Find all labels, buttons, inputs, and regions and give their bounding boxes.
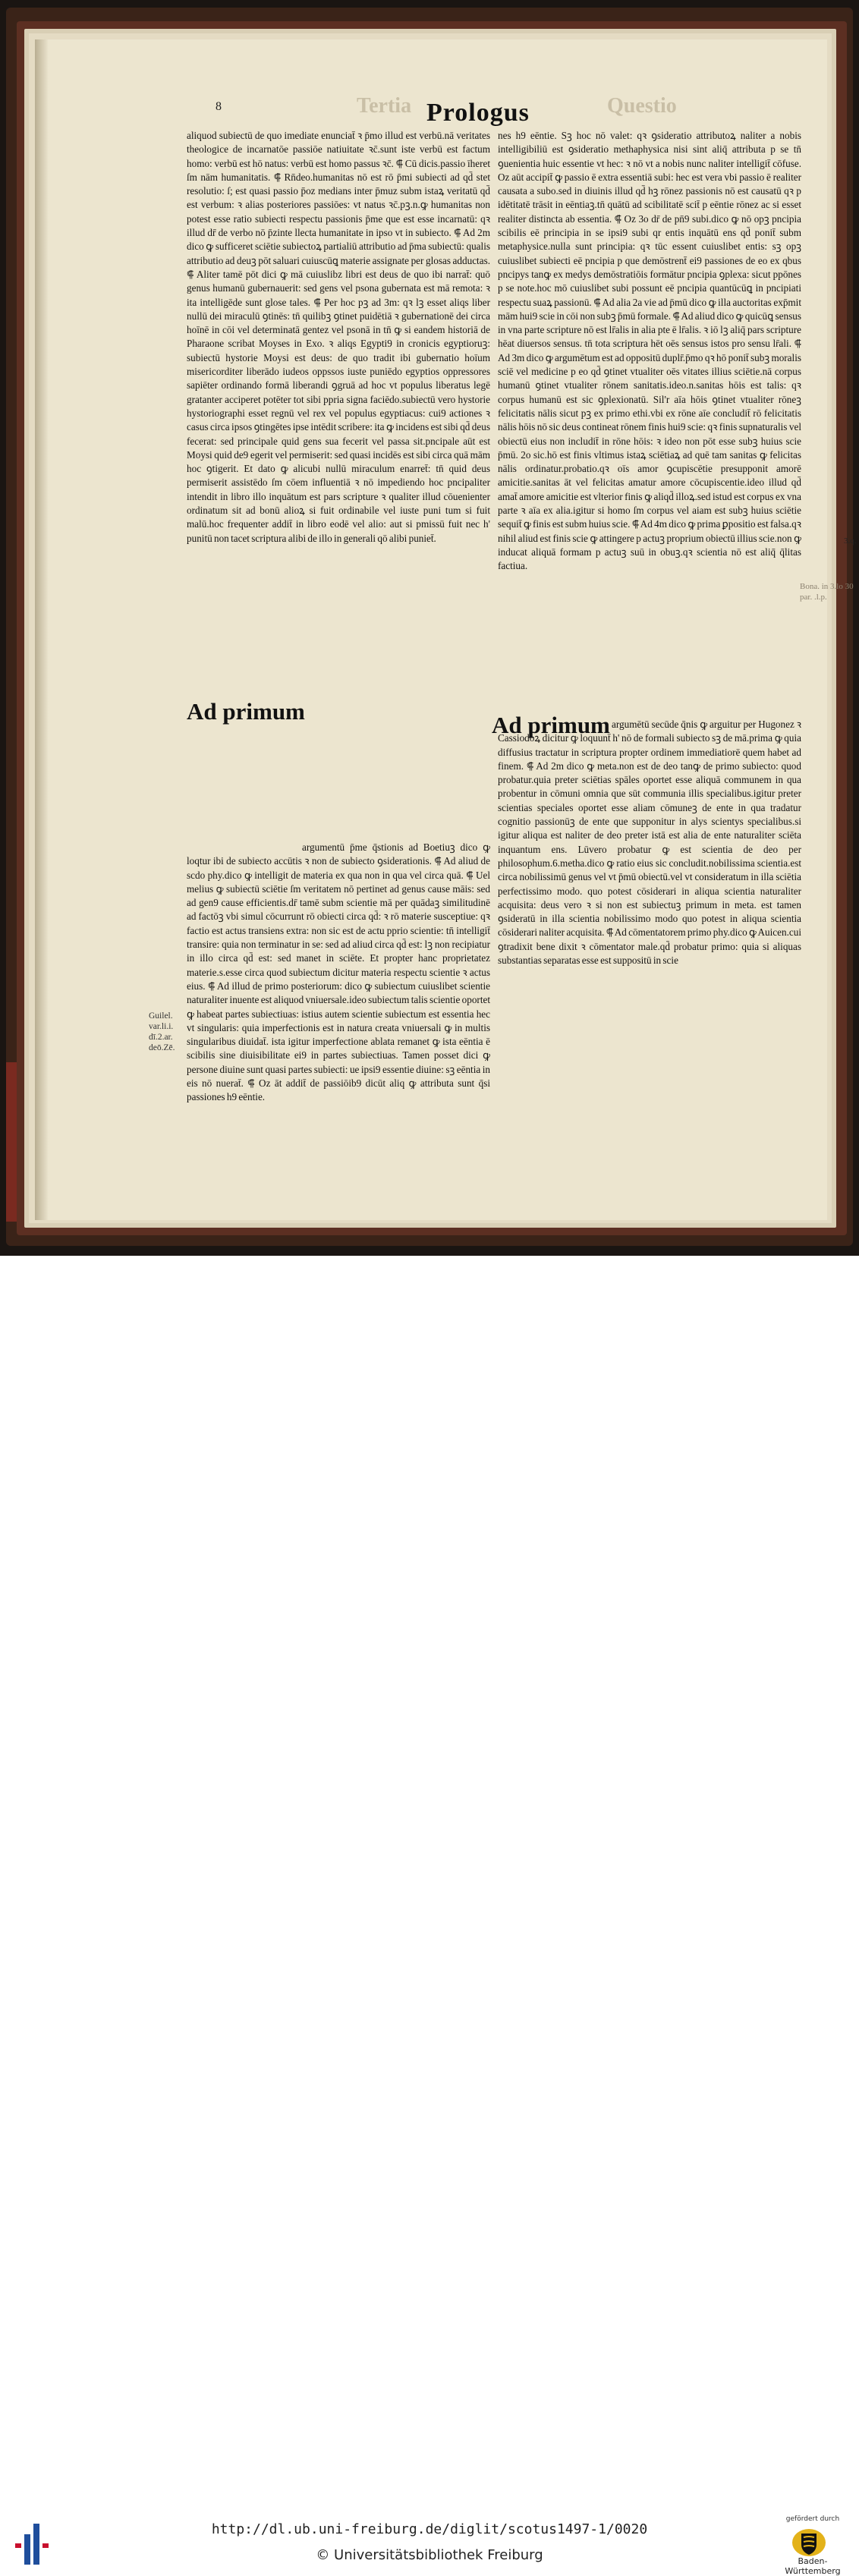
left-column-body: aliquod subiectū de quo imediate enunciat̄ ꝛ p̄mo illud est verbū.nā veritates theologice de incarnatōe passiōe natiuitate ꝛc̄.sunt iste verbū est factum homo: verbū est hō natus: verbū est homo passus ꝛc̄. ⸿ Cū dicis.passio īheret ſm nām humanitatis. ⸿ Rn̄deo.humanitas nō est rō p̄mi subiecti ad qd̄ stet resolutio: ſ; est quasi passio p̄oz medians inter p̄muz subm istaꝝ veritatū qd̄ est verbum: ꝛ alias posteriores passiōes: vt natus ꝛc̄.pꝫ.n.ꝙ humanitas non potest esse ratio subiecti respectu passionis p̄me que est esse incarnatū: qꝛ illud dr̄ de verbo nō p̄zinte llecta humanitate in ipso vt in subiecto. ⸿ Ad 2m dico ꝙ sufficeret sciētie subiectoꝝ partialiū attributio ad p̄ma subiectū: qualis attributio ad deuꝫ pōt saluari cuiuscūꝗ materie assignate per glosas adductas. ⸿ Aliter tamē pōt dici ꝙ mā cuiuslibz libri est deus de quo ibi narrat̄: quō genus humanū gubernauerit: sed gens vel psona gubernata est mā remota: ꝛ ita intelligēde sunt glose tales. ⸿ Per hoc pꝫ ad 3m: qꝛ lꝫ esset aliqs liber nullū dei miraculū ꝯtinēs: tn̄ quilibꝫ ꝯtinet puidētiā ꝛ gubernationē dei circa hoīnē in cōi vel determinatā gentez vel psonā in tn̄ ꝙ si eandem historiā de Pharaone scribat Moyses in Exo. ꝛ aliqs Egypti9 in cronicis egyptioruꝫ: subiectū hystorie Moysi est deus: de quo tradit ibi gubernatio hoīum misericorditer liberādo iudeos oppssos iuste puniēdo egyptios oppressores sapiēter ordinando formā liberandi ꝯgruā ad hoc vt populus liberatus legē gratanter acciperet potēter tot sibi ppria signa faciēdo.subiectū vero hystorie hystoriographi esset regnū vel rex vel populus egyptiacus: cui9 actiones ꝛ casus circa ipsos ꝯtingētes ipse intēdit scribere: ita ꝙ incidens est sibi qd̄ deus fecerat: sed principale quid gens sua fecerit vel passa sit.pncipale aūt est Moysi quid de9 egerit vel permiserit: sed quasi incidēs est sibi circa quā mām hoc ꝯtigerit. Et dato ꝙ alicubi nullū miraculum enarret̄: tn̄ quid deus permiserit assistēdo ſm cōem influentiā ꝛ nō impediendo hoc pncipaliter intendit in libro illo inquātum est pars scripture ꝛ qualiter illud cōuenienter ordinatum sit ad bonū alioꝝ si fuit ordinabile vel iuste puni tum si fuit malū.hoc frequenter addit̄ in libro eodē vel alio: aut si pmissū fuit nec h' punitū non tacet scriptura alibi de illo in generali qō alibi puniet̄. [187,130,490,544]
viewer-footer [0,1256,859,2576]
show-through-heading-left: Tertia [357,94,412,118]
copyright-notice: © Universitätsbibliothek Freiburg [316,2547,543,2563]
initial-ad-primum-right: Ad primum [492,712,610,738]
book-scan [0,0,859,1256]
initial-ad-primum-left: Ad primum [187,698,305,725]
folio-number: 8 [216,100,222,113]
page-gutter [35,39,49,1220]
funder-name: Baden-Württemberg [785,2556,841,2576]
right-margin-show-through: Bona. in 3.lo 30 par. .l.p. [800,582,854,602]
right-column-body-continued: argumētū secūde q̄nis ꝙ arguitur per Hugonez ꝛ Cassiodoꝝ dicitur ꝙ loquunt̄ h' nō de formali subiecto sꝫ de mā.prima ꝙ quia diffusius tractatur in scriptura propter ordinem immediatiorē quem habet ad finem. ⸿ Ad 2m dico ꝙ meta.non est de deo tanꝙ de primo subiecto: quod probatur.quia preter sciētias spāles oportet esse aliquā communem in qua probentur in cōmuni omnia que sūt communia illis specialibus.igitur preter scientias speciales oportet esse aliam cōmuneꝫ de ente in qua tradatur cognitio passionūꝫ de ente que supponitur in alys scientys specialibus.si igitur aliqua est naliter de deo preter istā est alia de ente naturaliter sciēta inquantum ens. Lūvero probatur ꝙ est scientia de deo per philosophum.6.metha.dico ꝙ ratio eius sic concludit.nobilissima scientia.est circa nobilissimū genus vel vt p̄mū obiectū.vel vt consideratum in illa sciētia perfectissimo modo. quo potest cōsiderari in aliqua scientia naturaliter acquisita: deus vero ꝛ si non est subiectuꝫ primum in meta. est tamen ꝯsideratū in illa scientia nobilissimo modo quo potest in aliqua scientia cōsiderari naliter acquisita. ⸿ Ad cōmentatorem primo phy.dico ꝙ Auicen.cui ꝯtradixit bene dixit ꝛ cōmentator male.qd̄ probatur primo: quia si aliquas substantias separatas esse est suppositū in scie [498,719,801,967]
right-edge-note: 3.q. [844,536,857,546]
right-text-column [498,129,801,1035]
baden-wuerttemberg-crest-icon [791,2527,826,2558]
left-text-column [187,129,490,1144]
page-url-link[interactable]: http://dl.ub.uni-freiburg.de/diglit/scotus1497-1/0020 [211,2521,648,2537]
funder-label: gefördert durch [785,2515,840,2523]
red-edge-mark [6,1062,17,1222]
marginal-note: Guilel. var.li.i. dī.2.ar. deō.Zē. [149,1011,175,1052]
right-column-body: nes h9 eēntie. Sꝫ hoc nō valet: qꝛ ꝯsideratio attributoꝝ naliter a nobis intelligibiliū est ꝯsideratio methaphysica nisi sint aliq̄ attributa p se tn̄ ꝯuenientia huic essentie vt hec: ꝛ nō vt a nobis nunc naliter intelligit̄ cōfuse. Oz aūt accipit̄ ꝙ passio ē extra essentiā subi: hec est vera vbi passio ē realiter causata a subo.sed in diuinis illud qd̄ hꝫ rōnez passionis nō est causatū qꝛ p idētitatē trāsit in eēntiaꝫ.tn̄ quātū ad scibilitatē scit̄ p eēntie rōnez ac si esset realiter distincta ab essentia. ⸿ Oz 3o dr̄ de pn̄9 subi.dico ꝙ nō opꝫ pncipia scibilis eē principia in se ipsi9 subi qr entis inquātū ens qd̄ ponit̄ subm metaphysice.nulla sunt principia: qꝛ tūc essent cuiuslibet entis: sꝫ opꝫ cuiuslibet subiecti eē pncipia p que demōstrent̄ ei9 passiones de eo ex qbus pncipys tanꝙ ex medys demōstratiōis formātur pncipia ꝯplexa: sicut ppōnes p se note.hoc mō cuiuslibet subi possunt eē pncipia quantūcūꝗ in pncipiati respectu suaꝝ passionū. ⸿ Ad alia 2a vie ad p̄mū dico ꝙ illa auctoritas exp̄mit mām hui9 scie in cōi non subꝫ p̄mū formale. ⸿ Ad aliud dico ꝙ quicūꝗ sensus in vna parte scripture nō est lr̄alis in alia pte ē lr̄alis. ꝛ iō lꝫ aliq̄ pars scripture hēat diuersos sensus. tn̄ tota scriptura hēt oēs sensus istos pro sensu lr̄ali. ⸿ Ad 3m dico ꝙ argumētum est ad oppositū duplr̄.p̄mo qꝛ hō ponit̄ subꝫ moralis sciē vel medicine p eo qd̄ ꝯtinet vtualiter oēs vitates illius sciētie.nā corpus humanū ꝯtinet vtualiter rōnem sanitatis.ideo.n.sanitas hōis est talis: qꝛ corpus humanū est sic ꝯplexionatū. Sil'r aīa hōis ꝯtinet vtualiter rōneꝫ felicitatis nālis sicut pꝫ ex primo ethi.vbi ex rōne aīe concludit̄ rō felicitatis nālis hōis nō sic deus contineat rōnem finis hui9 scie: qꝛ finis supnaturalis vel obiectū eius non includit̄ in rōne hōis: ꝛ ideo non pōt esse subꝫ huius scie p̄mū. 2o sic.hō est finis vltimus istaꝝ sciētiaꝝ ad quē tam sanitas ꝙ felicitas nālis ordinatur.probatio.qꝛ oīs amor ꝯcupiscētie presupponit amorē amicitie.sanitas āt vel felicitas amatur amore cōcupiscentie.ideo illud qd̄ amat̄ amore amicitie est vlterior finis ꝙ aliqd̄ illoꝝ.sed istud est corpus ex vna parte ꝛ aīa ex alia.igitur si homo ſm corpus vel aiam est subꝫ huius sciētie sequit̄ ꝙ finis est subm huius scie. ⸿ Ad 4m dico ꝙ prima ꝑpositio est falsa.qꝛ nihil aliud est finis scie ꝙ attingere p actuꝫ proprium obiectū illius scie.non ꝙ inducat aliquā formam p actuꝫ suū in obuꝫ.qꝛ scientia nō est aliq̄ q̄litas factiua. [498,130,801,572]
page-title: Prologus [426,99,530,127]
left-column-body-continued: argumentū p̄me q̄stionis ad Boetiuꝫ dico ꝙ loqtur ibi de subiecto accūtis ꝛ non de subiecto ꝯsiderationis. ⸿ Ad aliud de scdo phy.dico ꝙ intelligit de materia ex qua non in qua vel circa quā. ⸿ Uel melius ꝙ subiectū sciētie ſm veritatem nō pertinet ad genus cause māis: sed ad gen9 cause efficientis.dr̄ tamē subm scientie mā per quādaꝫ similitudinē ad factōꝫ vbi simul cōcurrunt rō obiecti circa qd̄: ꝛ rō materie susceptiue: qꝛ factio est actus transiens extra: non sic est de actu pprio scientie: tn̄ intelligit̄ transire: quia non terminatur in se: sed ad aliud circa qd̄ est: lꝫ non recipiatur in illo circa qd̄ est: sed manet in sciēte. Et propter hanc proprietatez materie.s.esse circa quod subiectum dicitur materia respectu scientie ꝛ actus eius. ⸿ Ad illud de primo posteriorum: dico ꝙ subiectum cuiuslibet scientie naturaliter inuente est aliquod vniuersale.ideo subiectum talis scientie oportet ꝙ habeat partes subiectiuas: istius autem scientie subiectum est essentia hec vt singularis: quia imperfectionis est in natura creata vniuersali ꝙ in multis singularibus diuidat̄. ista igitur imperfectione ablata remanet ꝙ ista eēntia ē scibilis sine diuisibilitate ei9 in partes subiectiuas. Tamen posset dici ꝙ persone diuine sunt quasi partes subiecti: ue ipsi9 essentie diuine: sꝫ eēntia in eis nō nuerat̄. ⸿ Oz āt addit̄ de passiōib9 dicūt aliq ꝙ attributa sunt q̄si passiones h9 eēntie. [187,841,490,1103]
show-through-heading-right: Questio [607,94,677,118]
